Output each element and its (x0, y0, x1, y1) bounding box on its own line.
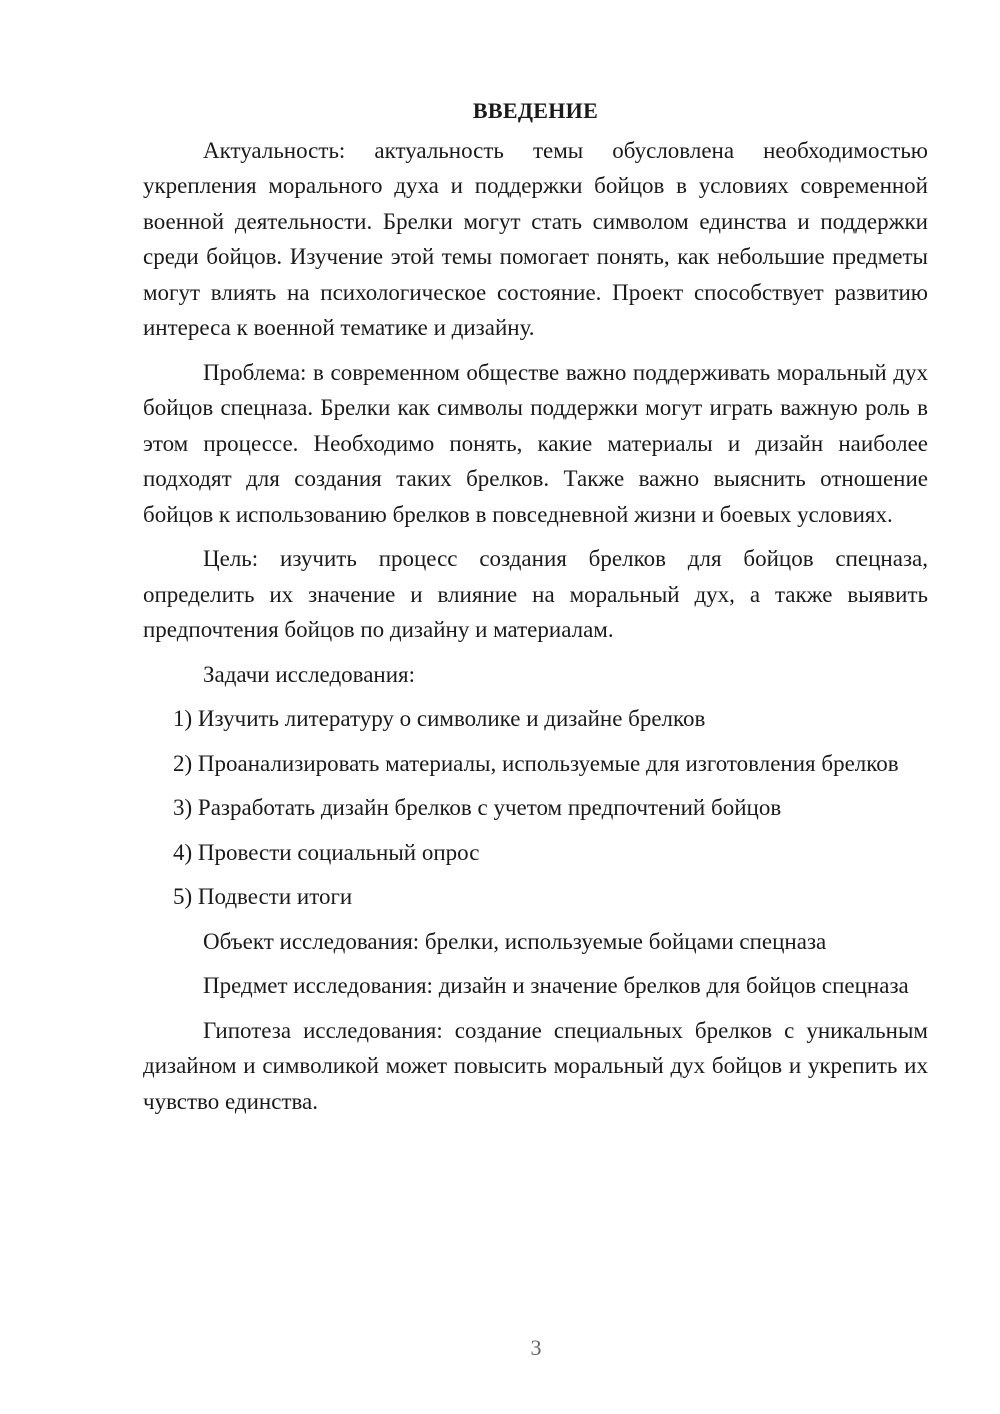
section-title: ВВЕДЕНИЕ (472, 98, 599, 123)
problem-paragraph: Проблема: в современном обществе важно поддерживать моральный дух бойцов спецназа. Брелки как символы поддержки могут играть важную роль в этом процессе. Необходимо понять, какие материалы и дизайн наиболее подходят для создания таких брелков. Также важно выяснить отношение бойцов к использованию брелков в повседневной жизни и боевых условиях. (143, 359, 928, 527)
tasks-list (143, 701, 928, 915)
list-item: 4) Провести социальный опрос (173, 839, 480, 865)
hypothesis-paragraph: Гипотеза исследования: создание специальных брелков с уникальным дизайном и символикой может повысить моральный дух бойцов и укрепить их чувство единства. (143, 1017, 928, 1114)
subject-paragraph: Предмет исследования: дизайн и значение брелков для бойцов спецназа (203, 973, 909, 998)
list-item: 5) Подвести итоги (173, 884, 353, 909)
page-content (143, 93, 928, 1128)
tasks-heading: Задачи исследования: (203, 661, 416, 687)
relevance-paragraph: Актуальность: актуальность темы обусловлена необходимостью укрепления морального духа и поддержки бойцов в условиях современной военной деятельности. Брелки могут стать символом единства и поддержки среди бойцов. Изучение этой темы помогает понять, как небольшие предметы могут влиять на психологическое состояние. Проект способствует развитию интереса к военной тематике и дизайну. (143, 137, 928, 340)
list-item: 1) Изучить литературу о символике и дизайне брелков (173, 706, 706, 731)
list-item: 3) Разработать дизайн брелков с учетом предпочтений бойцов (173, 795, 782, 820)
page-number: 3 (530, 1335, 542, 1360)
object-paragraph: Объект исследования: брелки, используемые бойцами спецназа (203, 928, 827, 954)
list-item: 2) Проанализировать материалы, используемые для изготовления брелков (173, 750, 899, 776)
goal-paragraph: Цель: изучить процесс создания брелков для бойцов спецназа, определить их значение и влияние на моральный дух, а также выявить предпочтения бойцов по дизайну и материалам. (143, 546, 928, 642)
